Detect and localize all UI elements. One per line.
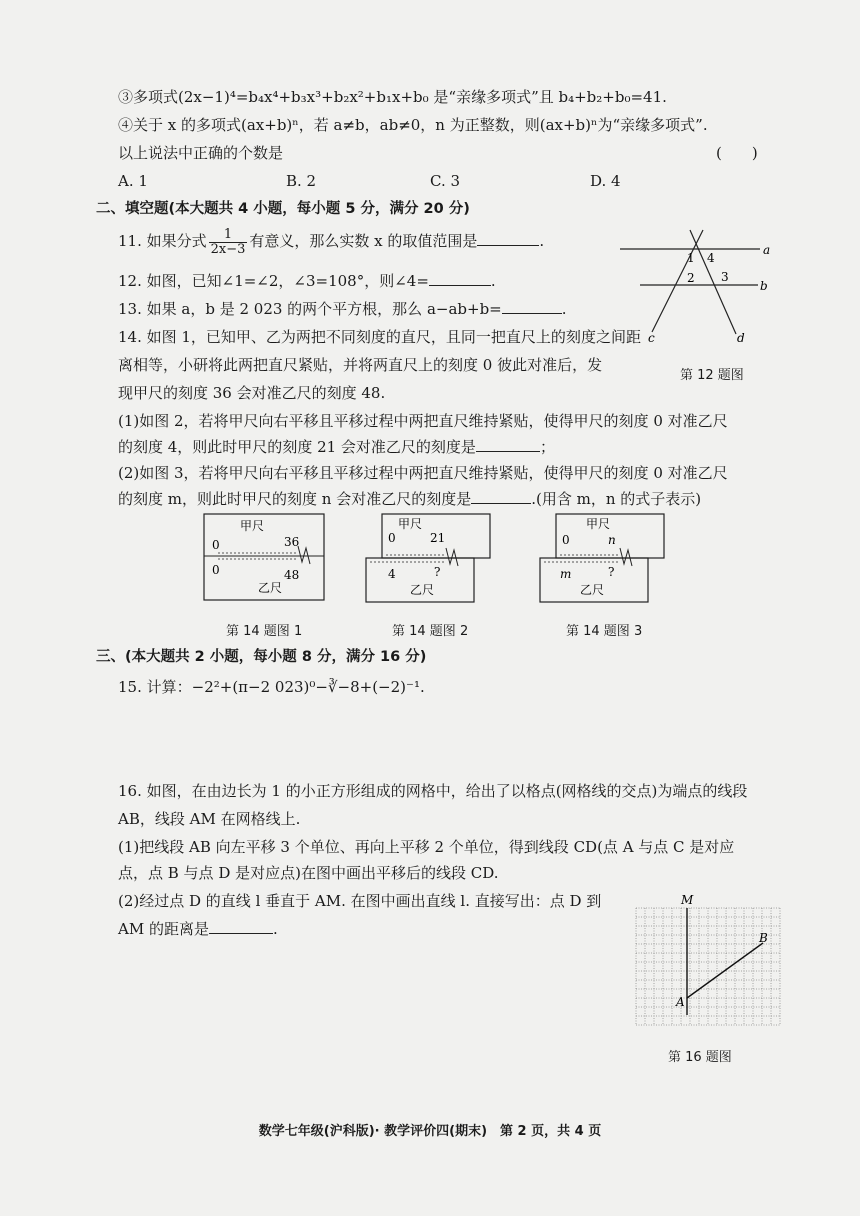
figure-14-1 xyxy=(200,512,330,604)
figure-14-3 xyxy=(536,510,670,606)
q16-part-2-text: AM 的距离是 xyxy=(118,920,209,938)
option-b: B. 2 xyxy=(286,172,317,190)
q16-part-2-a: (2)经过点 D 的直线 l 垂直于 AM. 在图中画出直线 l. 直接写出：点 D 到 xyxy=(118,892,602,910)
q11-end: . xyxy=(539,232,545,250)
label-yi: 乙尺 xyxy=(410,583,435,597)
q11-numerator: 1 xyxy=(209,228,248,243)
q13-blank xyxy=(502,299,562,314)
break-mark xyxy=(298,546,310,564)
q14-line-3: 现甲尺的刻度 36 会对准乙尺的刻度 48. xyxy=(118,384,386,402)
q11-blank xyxy=(477,231,539,246)
figure-12 xyxy=(610,228,780,348)
tick-bottom-unknown: ? xyxy=(434,565,441,579)
q10-item-3: ③多项式(2x−1)⁴=b₄x⁴+b₃x³+b₂x²+b₁x+b₀ 是“亲缘多项式”且 b₄+b₂+b₀=41. xyxy=(118,88,667,106)
figure-16-caption: 第 16 题图 xyxy=(668,1050,732,1065)
line-c xyxy=(652,230,703,332)
section-2-title: 二、填空题(本大题共 4 小题，每小题 5 分，满分 20 分) xyxy=(96,201,470,217)
figure-12-caption: 第 12 题图 xyxy=(680,368,744,383)
option-d: D. 4 xyxy=(590,172,621,190)
tick-bottom-m: m xyxy=(560,567,572,581)
q10-stem: 以上说法中正确的个数是 xyxy=(118,144,284,162)
angle-4-label: 4 xyxy=(707,251,715,265)
figure-14-1-caption: 第 14 题图 1 xyxy=(226,624,303,639)
label-jia: 甲尺 xyxy=(586,517,611,531)
q11 xyxy=(118,226,544,257)
q10-item-4: ④关于 x 的多项式(ax+b)ⁿ，若 a≠b，ab≠0，n 为正整数，则(ax+b)ⁿ为“亲缘多项式”. xyxy=(118,116,708,134)
figure-14-3-caption: 第 14 题图 3 xyxy=(566,624,643,639)
line-a-label: a xyxy=(763,243,771,257)
line-d-label: d xyxy=(737,331,745,345)
break-mark xyxy=(620,548,632,566)
q16-part-1-a: (1)把线段 AB 向左平移 3 个单位、再向上平移 2 个单位，得到线段 CD(点 A 与点 C 是对应 xyxy=(118,838,735,856)
q16-part-2-end: . xyxy=(272,920,278,938)
q14-part-2-blank xyxy=(471,489,531,504)
tick-bottom-0: 0 xyxy=(212,563,220,577)
option-c: C. 3 xyxy=(430,172,461,190)
q14-line-2: 离相等，小研将此两把直尺紧贴，并将两直尺上的刻度 0 彼此对准后，发 xyxy=(118,356,603,374)
q16-line-1: 16. 如图，在由边长为 1 的小正方形组成的网格中，给出了以格点(网格线的交点)为端点的线段 xyxy=(118,782,748,800)
q11-pre: 11. 如果分式 xyxy=(118,232,207,250)
tick-top-21: 21 xyxy=(430,531,446,545)
angle-1-label: 1 xyxy=(687,251,695,265)
q14-part-1-a: (1)如图 2，若将甲尺向右平移且平移过程中两把直尺维持紧贴，使得甲尺的刻度 0 对准乙尺 xyxy=(118,412,728,430)
q14-part-1-b xyxy=(118,436,555,458)
q12-text: 12. 如图，已知∠1=∠2，∠3=108°，则∠4= xyxy=(118,272,429,290)
tick-bottom-4: 4 xyxy=(388,567,396,581)
page-footer: 数学七年级(沪科版)· 教学评价四(期末) 第 2 页，共 4 页 xyxy=(258,1124,602,1139)
q16-part-2-b xyxy=(118,918,278,940)
figure-14-2 xyxy=(362,510,496,606)
answer-paren: ( ) xyxy=(716,144,758,162)
grid-lines xyxy=(636,908,780,1025)
tick-bottom-48: 48 xyxy=(284,568,300,582)
angle-2-label: 2 xyxy=(687,271,695,285)
section-3-title: 三、(本大题共 2 小题，每小题 8 分，满分 16 分) xyxy=(96,649,427,665)
label-jia: 甲尺 xyxy=(398,517,423,531)
q11-fraction xyxy=(209,228,248,257)
q14-line-1: 14. 如图 1，已知甲、乙为两把不同刻度的直尺，且同一把直尺上的刻度之间距 xyxy=(118,328,641,346)
label-jia: 甲尺 xyxy=(240,519,265,533)
q12-end: . xyxy=(490,272,496,290)
q14-part-2-a: (2)如图 3，若将甲尺向右平移且平移过程中两把直尺维持紧贴，使得甲尺的刻度 0 对准乙尺 xyxy=(118,464,728,482)
point-b-label: B xyxy=(759,931,768,945)
figure-16-grid xyxy=(632,890,782,1040)
q13-end: . xyxy=(561,300,567,318)
tick-top-0: 0 xyxy=(562,533,570,547)
angle-3-label: 3 xyxy=(721,270,729,284)
tick-top-0: 0 xyxy=(212,538,220,552)
tick-top-36: 36 xyxy=(284,535,300,549)
q16-part-2-blank xyxy=(209,919,273,934)
option-a: A. 1 xyxy=(118,172,148,190)
point-m-label: M xyxy=(681,893,694,907)
break-mark xyxy=(446,548,458,566)
line-b-label: b xyxy=(760,279,768,293)
q11-post: 有意义，那么实数 x 的取值范围是 xyxy=(249,232,478,250)
q16-part-1-b: 点，点 B 与点 D 是对应点)在图中画出平移后的线段 CD. xyxy=(118,864,499,882)
line-c-label: c xyxy=(648,331,655,345)
q16-line-2: AB，线段 AM 在网格线上. xyxy=(118,810,301,828)
q14-part-2-text: 的刻度 m，则此时甲尺的刻度 n 会对准乙尺的刻度是 xyxy=(118,490,472,508)
tick-top-n: n xyxy=(608,533,616,547)
q13-text: 13. 如果 a，b 是 2 023 的两个平方根，那么 a−ab+b= xyxy=(118,300,502,318)
tick-bottom-unknown: ? xyxy=(608,565,615,579)
q14-part-1-end: ； xyxy=(539,438,555,456)
line-d xyxy=(690,230,736,334)
q14-part-1-blank xyxy=(476,437,540,452)
tick-top-0: 0 xyxy=(388,531,396,545)
q11-denominator: 2x−3 xyxy=(210,241,246,257)
q14-part-2-end: .(用含 m，n 的式子表示) xyxy=(531,490,702,508)
segment-ab xyxy=(687,943,763,998)
q12-blank xyxy=(429,271,491,286)
label-yi: 乙尺 xyxy=(580,583,605,597)
q13 xyxy=(118,298,567,320)
q14-part-1-text: 的刻度 4，则此时甲尺的刻度 21 会对准乙尺的刻度是 xyxy=(118,438,476,456)
label-yi: 乙尺 xyxy=(258,581,283,595)
q14-part-2-b xyxy=(118,488,701,510)
point-a-label: A xyxy=(676,995,685,1009)
figure-14-2-caption: 第 14 题图 2 xyxy=(392,624,469,639)
q12 xyxy=(118,270,496,292)
q15: 15. 计算：−2²+(π−2 023)⁰−∛−8+(−2)⁻¹. xyxy=(118,678,425,696)
